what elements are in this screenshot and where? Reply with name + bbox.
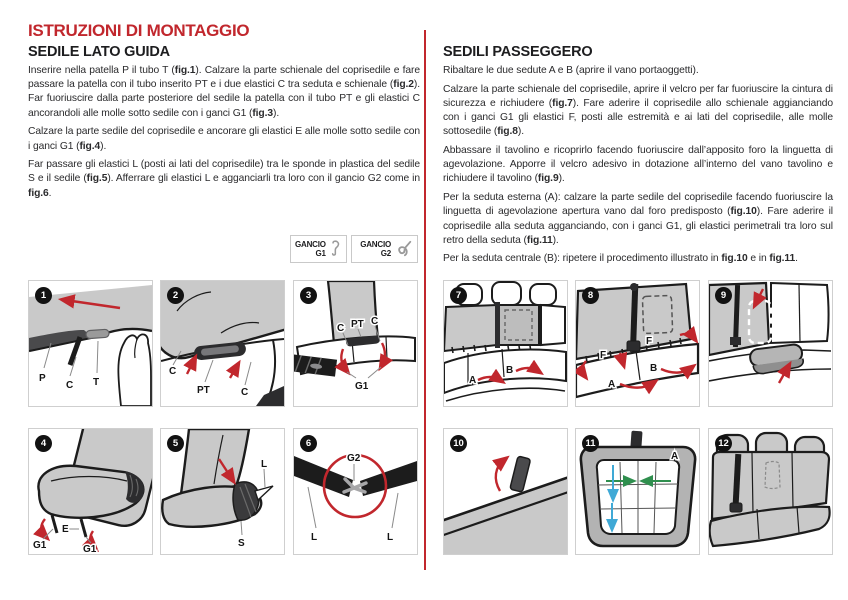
figure-12 — [708, 428, 833, 555]
figure-number-badge: 4 — [35, 435, 52, 452]
hook-g2-code: G2 — [380, 249, 391, 258]
right-column-heading: SEDILI PASSEGGERO — [443, 44, 593, 60]
svg-text:G2: G2 — [347, 453, 361, 464]
left-column-heading: SEDILE LATO GUIDA — [28, 44, 170, 60]
figure-9 — [708, 280, 833, 407]
hook-g1-code: G1 — [315, 249, 326, 258]
svg-text:C: C — [371, 316, 379, 327]
figure-number-badge: 2 — [167, 287, 184, 304]
svg-text:A: A — [671, 451, 679, 462]
svg-text:S: S — [238, 538, 245, 549]
svg-text:E: E — [62, 524, 69, 535]
hook-g1-label: GANCIO — [295, 240, 326, 249]
figure-7 — [443, 280, 568, 407]
svg-text:C: C — [337, 323, 345, 334]
figure-10 — [443, 428, 568, 555]
instruction-paragraph: Inserire nella patella P il tubo T (fig.1). Calzare la parte schienale del coprisedile e fare passare la patella con il tubo inserito PT e i due elastici C tra seduta e schienale (fig.2). Far fuoriuscire dalla parte posteriore del sedile la patella con il tubo PT e gli elastici C ancorandoli alle molle sotto sedile con i ganci G1 (fig.3). — [28, 65, 420, 119]
instruction-paragraph: Far passare gli elastici L (posti ai lati del coprisedile) tra le sponde in plastica del sedile S e il sedile (fig.5). Afferrare gli elastici L e agganciarli tra loro con il gancio G2 come in fig.6. — [28, 159, 420, 199]
svg-text:C: C — [66, 380, 74, 391]
figure-number-badge: 12 — [715, 435, 732, 452]
instruction-paragraph: Ribaltare le due sedute A e B (aprire il vano portaoggetti). — [443, 65, 699, 76]
instruction-paragraph: Per la seduta centrale (B): ripetere il procedimento illustrato in fig.10 e in fig.11. — [443, 253, 798, 265]
figure-number-badge: 1 — [35, 287, 52, 304]
hook-g1-icon — [330, 238, 342, 260]
figure-1 — [28, 280, 153, 407]
svg-text:C: C — [169, 366, 177, 377]
svg-text:P: P — [39, 373, 46, 384]
hook-legend-g1 — [290, 235, 347, 263]
instruction-paragraph: Per la seduta esterna (A): calzare la parte sedile del coprisedile facendo fuoriuscire la linguetta di agevolazione apertura vano dal foro predisposto (fig.10). Fare aderire il coprisedile alla seduta agganciando, con i ganci G1, gli elastici perimetrali tra loro sul retro della seduta (fig.11). — [443, 192, 833, 246]
hook-g2-icon — [395, 239, 413, 259]
figure-11 — [575, 428, 700, 555]
figure-number-badge: 3 — [300, 287, 317, 304]
svg-text:G1: G1 — [33, 540, 47, 551]
svg-text:L: L — [261, 459, 268, 470]
svg-text:L: L — [311, 532, 318, 543]
svg-text:T: T — [93, 377, 100, 388]
svg-text:PT: PT — [351, 319, 364, 330]
figure-number-badge: 7 — [450, 287, 467, 304]
svg-text:G1: G1 — [355, 381, 369, 392]
figure-number-badge: 9 — [715, 287, 732, 304]
figure-number-badge: 6 — [300, 435, 317, 452]
instruction-paragraph: Calzare la parte sedile del coprisedile e ancorare gli elastici E alle molle sotto sedile con i ganci G1 (fig.4). — [28, 126, 420, 152]
figure-2 — [160, 280, 285, 407]
right-column-instructions — [443, 64, 833, 271]
figure-number-badge: 8 — [582, 287, 599, 304]
figure-number-badge: 10 — [450, 435, 467, 452]
figure-6 — [293, 428, 418, 555]
svg-text:A: A — [608, 379, 616, 390]
figure-8 — [575, 280, 700, 407]
figure-4 — [28, 428, 153, 555]
svg-text:PT: PT — [197, 385, 210, 396]
svg-text:L: L — [387, 532, 394, 543]
hook-g2-label: GANCIO — [360, 240, 391, 249]
figure-number-badge: 5 — [167, 435, 184, 452]
svg-text:F: F — [646, 336, 653, 347]
figure-5 — [160, 428, 285, 555]
svg-text:A: A — [469, 375, 477, 386]
instruction-paragraph: Calzare la parte schienale del coprisedile, aprire il velcro per far fuoriuscire la cintura di sicurezza e richiudere (fig.7). Fare aderire il coprisedile allo schienale aggianciando con i ganci G1 gli elastici F, posti alle estremità e ai lati del coprisedile, alle molle sottosedile (fig.8). — [443, 83, 833, 138]
figure-number-badge: 11 — [582, 435, 599, 452]
page-title: ISTRUZIONI DI MONTAGGIO — [28, 21, 250, 40]
svg-text:B: B — [506, 365, 514, 376]
svg-text:C: C — [241, 387, 249, 398]
svg-text:G1: G1 — [83, 544, 97, 554]
svg-text:F: F — [600, 350, 607, 361]
hook-legend-g2 — [351, 235, 418, 263]
left-column-instructions — [28, 64, 420, 205]
figure-3 — [293, 280, 418, 407]
instruction-paragraph: Abbassare il tavolino e ricoprirlo facendo fuoriuscire dall’apposito foro la linguetta di agevolazione. Apporre il velcro adesivo in dotazione all’interno del vano tavolino e richiudere il tavolino (fig.9). — [443, 145, 833, 185]
svg-text:B: B — [650, 363, 658, 374]
column-divider — [424, 30, 426, 570]
